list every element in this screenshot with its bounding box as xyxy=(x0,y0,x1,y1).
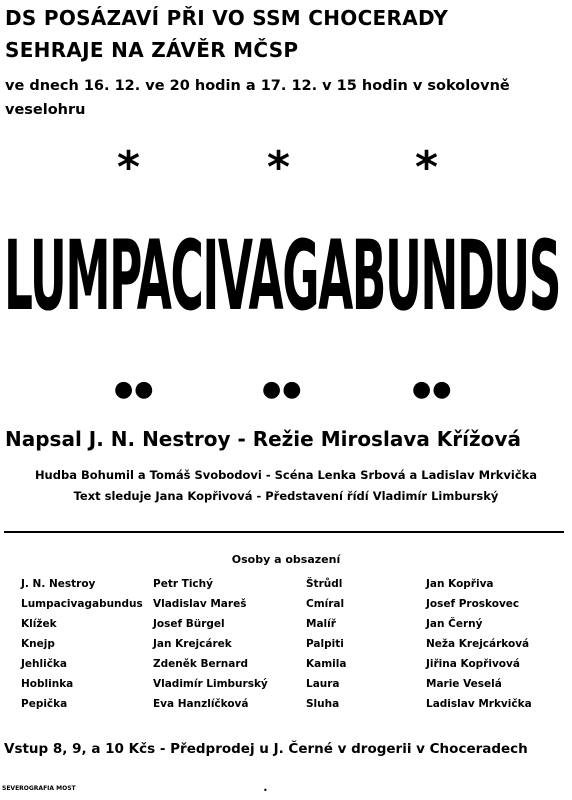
actor-name: Jan Krejcárek xyxy=(153,638,232,650)
actor-name: Petr Tichý xyxy=(153,578,213,590)
role-name: Laura xyxy=(306,678,340,690)
header-line-4: veselohru xyxy=(5,102,86,118)
print-mark: • xyxy=(263,786,268,795)
actor-name: Jan Kopřiva xyxy=(426,578,494,590)
role-name: Kamila xyxy=(306,658,347,670)
cast-row xyxy=(0,618,572,638)
actor-name: Eva Hanzlíčková xyxy=(153,698,249,710)
dot-ornament: ●● xyxy=(114,377,155,402)
role-name: Palpiti xyxy=(306,638,344,650)
admission-line: Vstup 8, 9, a 10 Kčs - Předprodej u J. Černé v drogerii v Choceradech xyxy=(4,741,528,757)
role-name: Lumpacivagabundus xyxy=(21,598,143,610)
cast-heading: Osoby a obsazení xyxy=(231,553,341,566)
dot-ornament: ●● xyxy=(412,377,453,402)
actor-name: Marie Veselá xyxy=(426,678,502,690)
header-line-2: SEHRAJE NA ZÁVĚR MČSP xyxy=(5,38,299,62)
actor-name: Vladimír Limburský xyxy=(153,678,268,690)
divider-rule xyxy=(4,531,564,533)
star-ornament: * xyxy=(117,142,141,193)
dot-ornaments xyxy=(0,377,572,402)
actor-name: Josef Bürgel xyxy=(153,618,225,630)
actor-name: Jan Černý xyxy=(426,618,483,630)
role-name: Malíř xyxy=(306,618,336,630)
actor-name: Vladislav Mareš xyxy=(153,598,247,610)
cast-row xyxy=(0,598,572,618)
printer-credit: SEVEROGRAFIA MOST xyxy=(2,785,76,792)
header-line-1: DS POSÁZAVÍ PŘI VO SSM CHOCERADY xyxy=(5,6,449,30)
role-name: Jehlička xyxy=(21,658,67,670)
star-ornament: * xyxy=(415,142,439,193)
cast-row xyxy=(0,658,572,678)
dot-ornament: ●● xyxy=(262,377,303,402)
role-name: Cmíral xyxy=(306,598,345,610)
star-ornament: * xyxy=(267,142,291,193)
cast-row xyxy=(0,638,572,658)
cast-row xyxy=(0,578,572,598)
play-title xyxy=(4,220,568,332)
credits-line-3: Text sleduje Jana Kopřivová - Představení řídí Vladimír Limburský xyxy=(73,489,499,503)
actor-name: Jiřina Kopřivová xyxy=(426,658,520,670)
header-line-3: ve dnech 16. 12. ve 20 hodin a 17. 12. v 15 hodin v sokolovně xyxy=(5,78,510,94)
role-name: Pepička xyxy=(21,698,68,710)
role-name: Klížek xyxy=(21,618,57,630)
role-name: Hoblinka xyxy=(21,678,74,690)
role-name: Štrůdl xyxy=(306,578,343,590)
credits-main: Napsal J. N. Nestroy - Režie Miroslava Křížová xyxy=(5,427,521,451)
credits-line-2: Hudba Bohumil a Tomáš Svobodovi - Scéna Lenka Srbová a Ladislav Mrkvička xyxy=(34,468,538,482)
cast-row xyxy=(0,678,572,698)
actor-name: Neža Krejcárková xyxy=(426,638,530,650)
role-name: Sluha xyxy=(306,698,340,710)
actor-name: Zdeněk Bernard xyxy=(153,658,249,670)
role-name: J. N. Nestroy xyxy=(21,578,96,590)
cast-row xyxy=(0,698,572,718)
role-name: Knejp xyxy=(21,638,55,650)
play-title-text: LUMPACIVAGABUNDUS xyxy=(4,220,560,332)
actor-name: Josef Proskovec xyxy=(426,598,520,610)
actor-name: Ladislav Mrkvička xyxy=(426,698,532,710)
star-ornaments xyxy=(0,142,572,193)
